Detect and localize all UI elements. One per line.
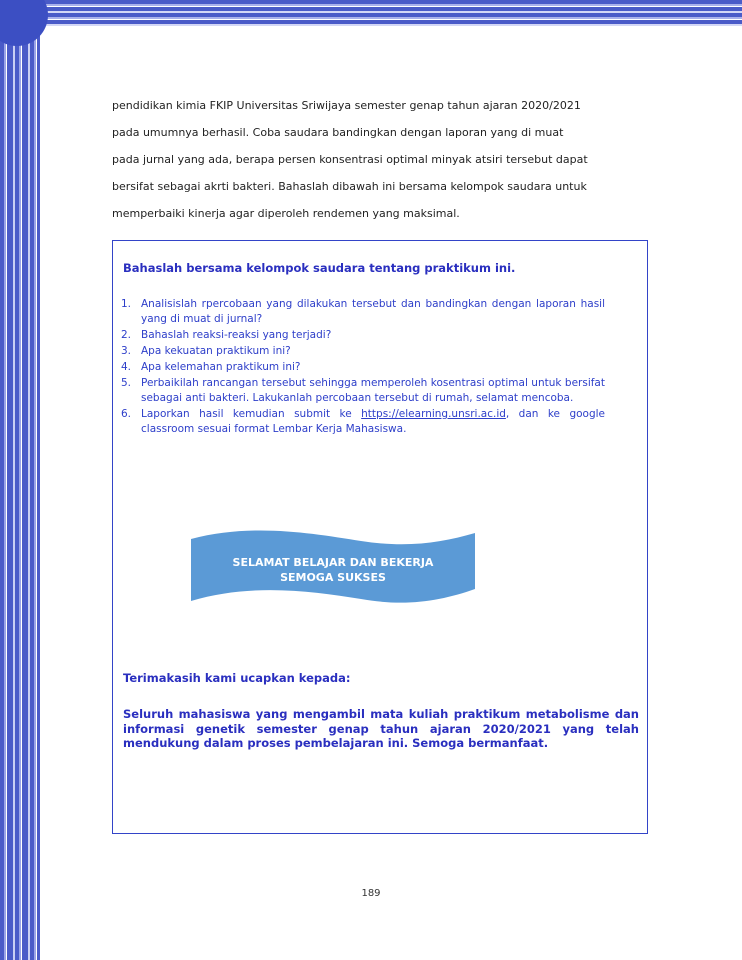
- task-item: [121, 297, 605, 327]
- task-item-text: Bahaslah reaksi-reaksi yang terjadi?: [141, 329, 332, 341]
- task-item-number: 2.: [121, 329, 132, 341]
- intro-line: bersifat sebagai akrti bakteri. Bahaslah dibawah ini bersama kelompok saudara untuk: [112, 180, 587, 193]
- banner-text: [191, 555, 475, 585]
- thanks-body: Seluruh mahasiswa yang mengambil mata kuliah praktikum metabolisme dan informasi genetik semester genap tahun ajaran 2020/2021 yang telah mendukung dalam proses pembelajaran ini. Semoga bermanfaat.: [123, 707, 639, 750]
- top-decorative-stripes: [0, 0, 742, 26]
- thanks-title: Terimakasih kami ucapkan kepada:: [123, 671, 351, 685]
- task-item: [121, 344, 605, 359]
- task-item-text: [141, 407, 605, 437]
- task-item-number: 5.: [121, 377, 132, 389]
- elearning-link[interactable]: https://elearning.unsri.ac.id: [361, 408, 506, 420]
- task-item-number: 3.: [121, 345, 132, 357]
- task-item: [121, 360, 605, 375]
- task-item: [121, 376, 605, 406]
- task-item-number: 6.: [121, 408, 132, 420]
- task-item: [121, 328, 605, 343]
- intro-line: pada umumnya berhasil. Coba saudara bandingkan dengan laporan yang di muat: [112, 126, 564, 139]
- task-item-text: Apa kelemahan praktikum ini?: [141, 361, 301, 373]
- task-list: [121, 297, 605, 438]
- intro-line: pada jurnal yang ada, berapa persen konsentrasi optimal minyak atsiri tersebut dapat: [112, 153, 588, 166]
- intro-paragraph: [112, 92, 656, 227]
- banner-line-1: SELAMAT BELAJAR DAN BEKERJA: [232, 556, 434, 569]
- task-item-text: Apa kekuatan praktikum ini?: [141, 345, 291, 357]
- task-item-text: Perbaikilah rancangan tersebut sehingga memperoleh kosentrasi optimal untuk bersifat sebagai anti bakteri. Lakukanlah percobaan tersebut di rumah, selamat mencoba.: [141, 377, 605, 404]
- task-item-text-before-link: Laporkan hasil kemudian submit ke: [141, 408, 362, 420]
- corner-circle-decoration: [0, 0, 48, 46]
- task-item: [121, 407, 605, 437]
- task-item-number: 4.: [121, 361, 132, 373]
- discussion-task-box: [112, 240, 648, 834]
- banner-line-2: SEMOGA SUKSES: [280, 571, 386, 584]
- intro-line: pendidikan kimia FKIP Universitas Sriwijaya semester genap tahun ajaran 2020/2021: [112, 99, 581, 112]
- left-decorative-stripes: [0, 0, 40, 960]
- task-item-text: Analisislah rpercobaan yang dilakukan tersebut dan bandingkan dengan laporan hasil yang di muat di jurnal?: [141, 298, 605, 325]
- good-luck-banner: [191, 529, 475, 613]
- intro-line: memperbaiki kinerja agar diperoleh rendemen yang maksimal.: [112, 207, 460, 220]
- page-number: 189: [361, 888, 381, 899]
- task-item-text-after-link: , dan ke google classroom sesuai format Lembar Kerja Mahasiswa.: [141, 408, 606, 435]
- task-item-number: 1.: [121, 298, 132, 310]
- task-box-title: Bahaslah bersama kelompok saudara tentang praktikum ini.: [123, 261, 516, 275]
